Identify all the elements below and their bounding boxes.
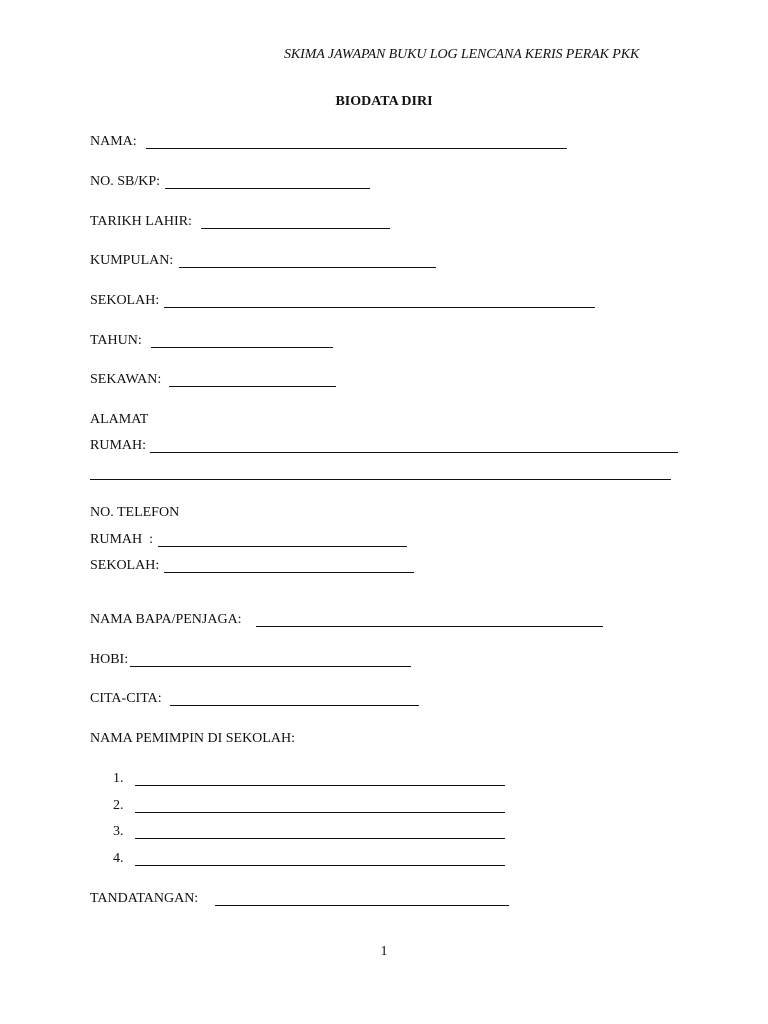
- label-tarikh-lahir: TARIKH LAHIR:: [90, 214, 192, 229]
- input-line-telefon-rumah[interactable]: [158, 546, 407, 547]
- input-line-cita-cita[interactable]: [170, 705, 419, 706]
- input-line-nama[interactable]: [146, 148, 567, 149]
- label-cita-cita: CITA-CITA:: [90, 691, 162, 706]
- list-item-number: 2.: [113, 798, 124, 813]
- input-line-tahun[interactable]: [151, 347, 333, 348]
- label-hobi: HOBI:: [90, 652, 129, 667]
- page-number: 1: [380, 944, 388, 959]
- list-item-number: 4.: [113, 851, 124, 866]
- input-line-pemimpin-2[interactable]: [135, 812, 505, 813]
- input-line-no-sb-kp[interactable]: [165, 188, 370, 189]
- label-no-telefon: NO. TELEFON: [90, 505, 180, 520]
- label-nama-bapa: NAMA BAPA/PENJAGA:: [90, 612, 242, 627]
- input-line-pemimpin-3[interactable]: [135, 838, 505, 839]
- input-line-alamat-2[interactable]: [90, 479, 671, 480]
- label-no-sb-kp: NO. SB/KP:: [90, 174, 161, 189]
- label-sekolah: SEKOLAH:: [90, 293, 160, 308]
- input-line-sekolah[interactable]: [164, 307, 595, 308]
- page-title: BIODATA DIRI: [335, 94, 433, 109]
- label-alamat: ALAMAT: [90, 412, 149, 427]
- label-sekawan: SEKAWAN:: [90, 372, 162, 387]
- list-item-number: 3.: [113, 824, 124, 839]
- label-alamat-rumah: RUMAH:: [90, 438, 147, 453]
- input-line-tarikh-lahir[interactable]: [201, 228, 390, 229]
- label-kumpulan: KUMPULAN:: [90, 253, 174, 268]
- input-line-tandatangan[interactable]: [215, 905, 509, 906]
- input-line-sekawan[interactable]: [169, 386, 336, 387]
- label-tandatangan: TANDATANGAN:: [90, 891, 199, 906]
- input-line-pemimpin-1[interactable]: [135, 785, 505, 786]
- label-telefon-sekolah: SEKOLAH:: [90, 558, 160, 573]
- label-telefon-rumah: RUMAH :: [90, 532, 154, 547]
- input-line-pemimpin-4[interactable]: [135, 865, 505, 866]
- input-line-nama-bapa[interactable]: [256, 626, 603, 627]
- input-line-hobi[interactable]: [130, 666, 411, 667]
- input-line-alamat-1[interactable]: [150, 452, 678, 453]
- label-tahun: TAHUN:: [90, 333, 142, 348]
- label-nama: NAMA:: [90, 134, 137, 149]
- input-line-telefon-sekolah[interactable]: [164, 572, 414, 573]
- input-line-kumpulan[interactable]: [179, 267, 436, 268]
- label-nama-pemimpin: NAMA PEMIMPIN DI SEKOLAH:: [90, 731, 295, 746]
- page-header: SKIMA JAWAPAN BUKU LOG LENCANA KERIS PERAK PKK: [284, 47, 640, 62]
- list-item-number: 1.: [113, 771, 124, 786]
